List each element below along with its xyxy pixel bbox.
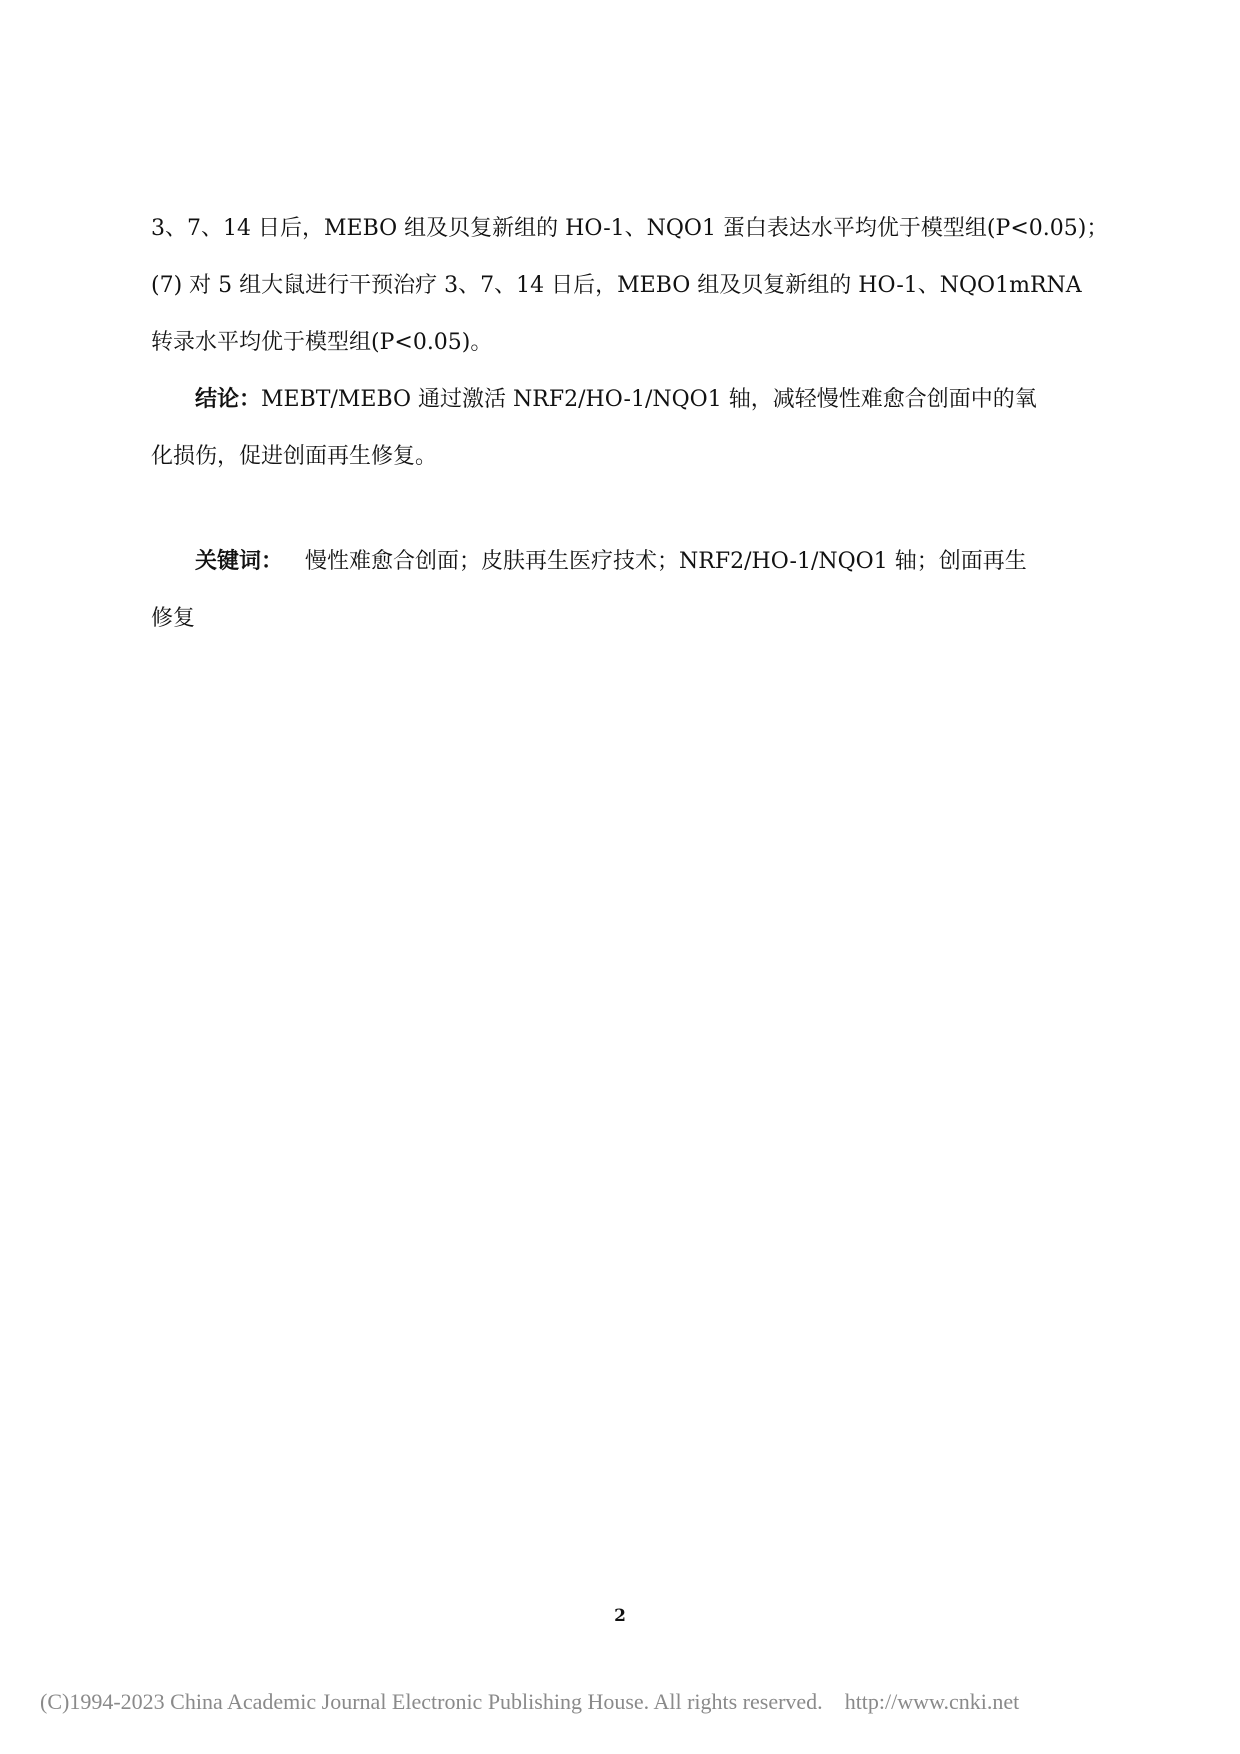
keywords-line-2: 修复 xyxy=(151,606,196,631)
copyright-text: (C)1994-2023 China Academic Journal Electronic Publishing House. All rights reserved. xyxy=(40,1689,823,1714)
conclusion-label: 结论： xyxy=(195,386,262,412)
conclusion-line-2: 化损伤，促进创面再生修复。 xyxy=(151,444,438,469)
page-number: 2 xyxy=(614,1606,626,1626)
copyright-footer xyxy=(40,1689,1220,1715)
conclusion-paragraph xyxy=(151,371,1101,485)
conclusion-line-1 xyxy=(151,371,1101,428)
results-line-2: (7) 对 5 组大鼠进行干预治疗 3、7、14 日后，MEBO 组及贝复新组的 HO-1、NQO1mRNA xyxy=(151,273,1082,298)
keywords-paragraph xyxy=(151,533,1101,647)
conclusion-text-1: MEBT/MEBO 通过激活 NRF2/HO-1/NQO1 轴，减轻慢性难愈合创面中的氧 xyxy=(261,387,1037,412)
keywords-label: 关键词： xyxy=(195,548,284,574)
results-paragraph xyxy=(151,200,1109,371)
keywords-text-1: 慢性难愈合创面；皮肤再生医疗技术；NRF2/HO-1/NQO1 轴；创面再生 xyxy=(305,549,1027,574)
cnki-link[interactable]: http://www.cnki.net xyxy=(844,1689,1020,1714)
results-line-3: 转录水平均优于模型组(P<0.05)。 xyxy=(151,330,493,355)
keywords-line-1 xyxy=(151,533,1101,590)
results-line-1: 3、7、14 日后，MEBO 组及贝复新组的 HO-1、NQO1 蛋白表达水平均优于模型组(P<0.05)； xyxy=(151,216,1109,241)
